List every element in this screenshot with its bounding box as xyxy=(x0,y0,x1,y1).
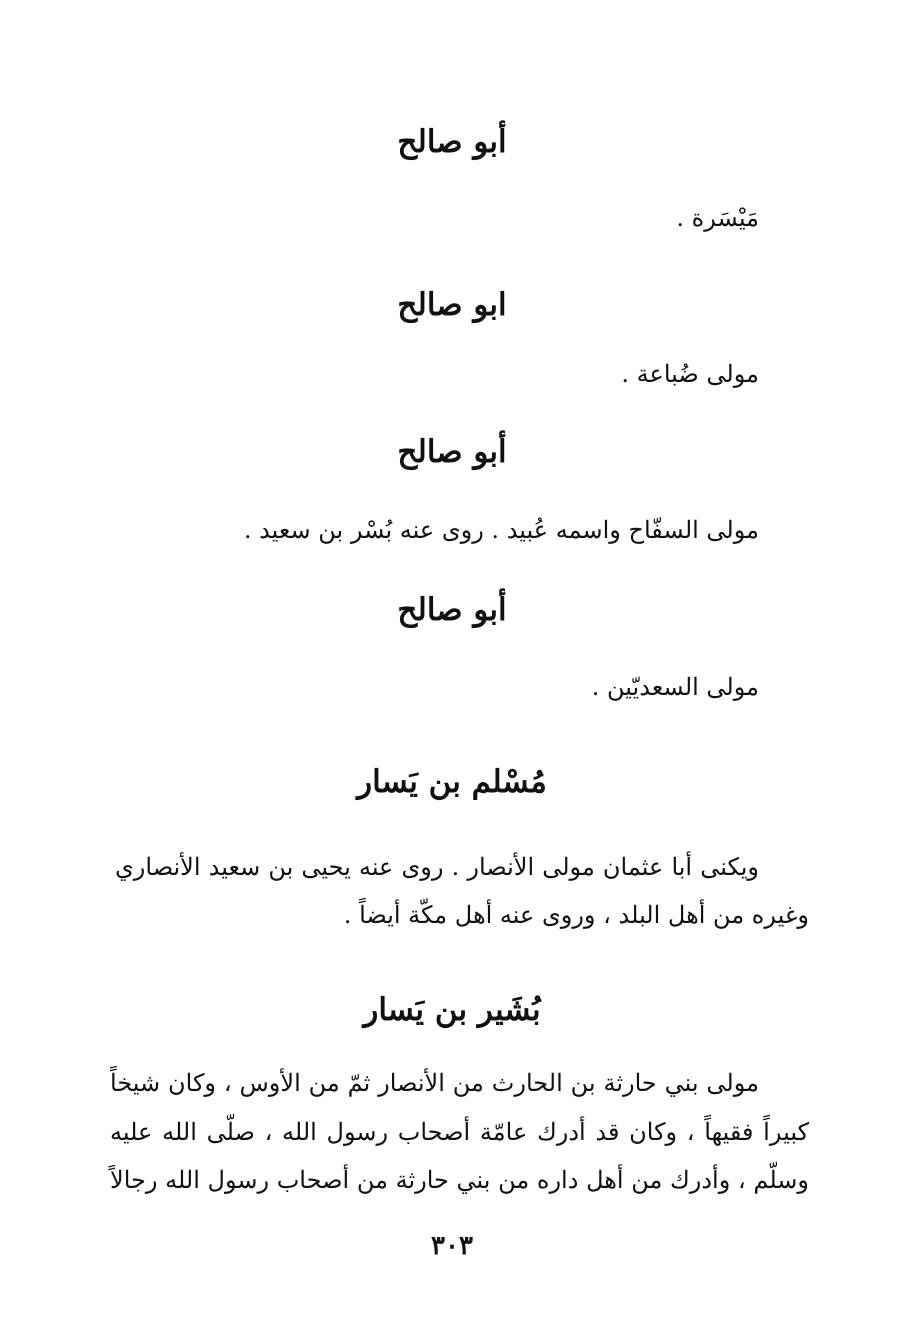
entry-heading: أبو صالح xyxy=(397,124,507,160)
entry-heading: مُسْلم بن يَسار xyxy=(357,764,547,800)
entry-heading: أبو صالح xyxy=(397,592,507,628)
entry-heading: أبو صالح xyxy=(397,434,507,470)
entry-text-line: مَيْسَرة . xyxy=(676,204,759,232)
entry-text-line: مولى بني حارثة بن الحارث من الأنصار ثمّ من الأوس ، وكان شيخاً xyxy=(110,1069,759,1097)
entry-text-line: وسلّم ، وأدرك من أهل داره من بني حارثة من أصحاب رسول الله رجالاً xyxy=(110,1166,809,1194)
entry-text-line: ويكنى أبا عثمان مولى الأنصار . روى عنه يحيى بن سعيد الأنصاري xyxy=(115,853,759,881)
entry-heading: ابو صالح xyxy=(397,287,507,323)
entry-text-line: كبيراً فقيهاً ، وكان قد أدرك عامّة أصحاب رسول الله ، صلّى الله عليه xyxy=(110,1118,809,1146)
entry-text-line: مولى ضُباعة . xyxy=(621,360,759,388)
entry-text-line: مولى السعديّين . xyxy=(591,673,759,701)
page-number: ٣٠٣ xyxy=(431,1231,473,1261)
entry-text-line: مولى السفّاح واسمه عُبيد . روى عنه بُسْر بن سعيد . xyxy=(243,516,759,544)
entry-text-line: وغيره من أهل البلد ، وروى عنه أهل مكّة أيضاً . xyxy=(343,901,809,929)
entry-heading: بُشَير بن يَسار xyxy=(363,992,541,1028)
